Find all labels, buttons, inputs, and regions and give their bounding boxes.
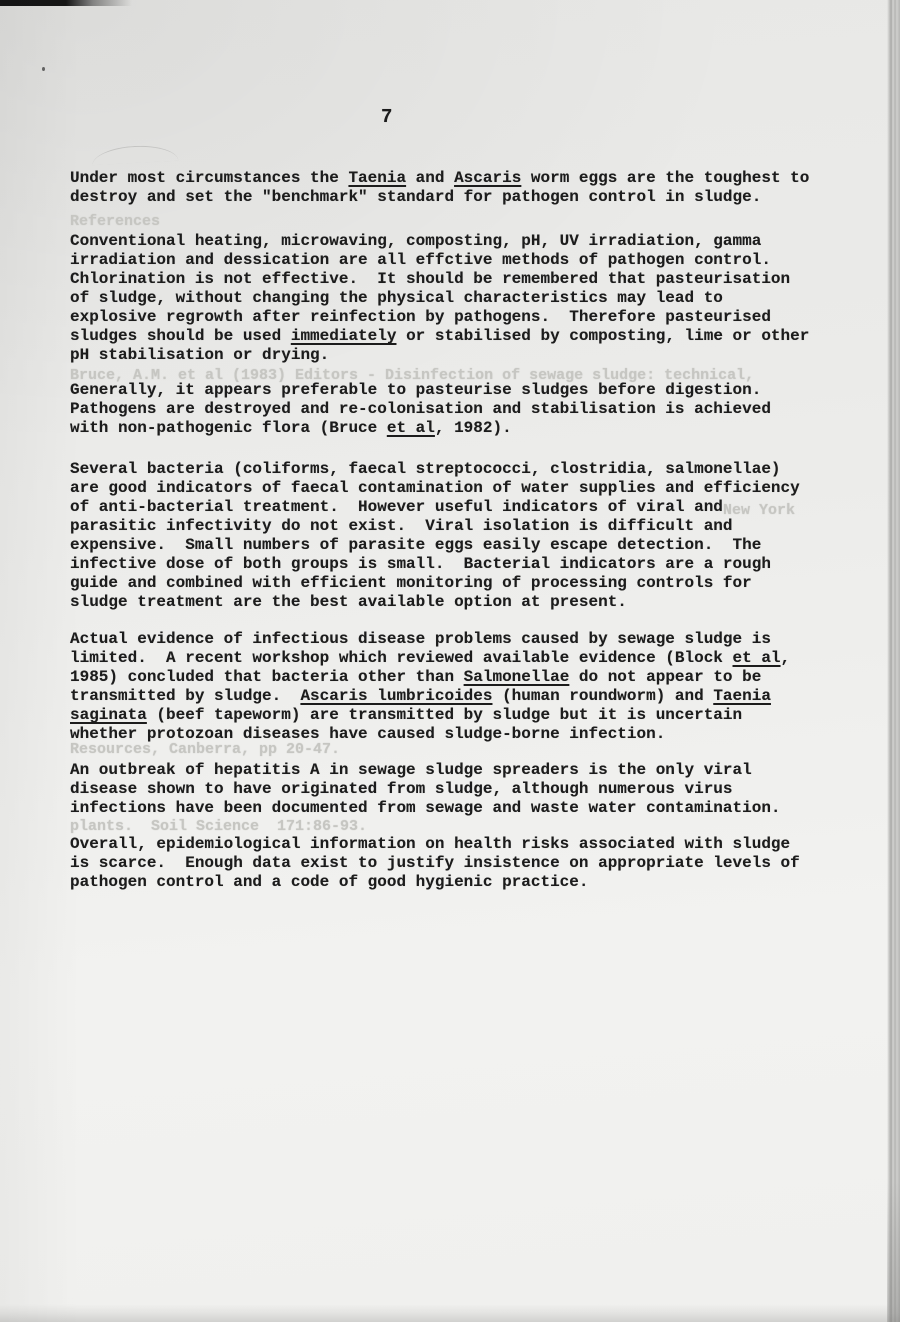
text-line: parasitic infectivity do not exist. Viral isolation is difficult and — [70, 517, 733, 535]
ghost-text-line: Resources, Canberra, pp 20-47. — [70, 741, 341, 758]
text-line: are good indicators of faecal contamination of water supplies and efficiency — [70, 479, 800, 497]
text-line: disease shown to have originated from sludge, although numerous virus — [70, 780, 733, 798]
ghost-text-line: plants. Soil Science 171:86-93. — [70, 818, 368, 835]
text-line: whether protozoan diseases have caused sludge-borne infection. — [70, 725, 666, 743]
text-line: of sludge, without changing the physical characteristics may lead to — [70, 289, 723, 307]
paragraph-7 — [70, 835, 836, 892]
text-line: saginata (beef tapeworm) are transmitted by sludge but it is uncertain — [70, 706, 743, 724]
paragraph-5 — [70, 630, 836, 744]
text-line: Conventional heating, microwaving, composting, pH, UV irradiation, gamma — [70, 232, 762, 250]
paragraph-2 — [70, 232, 836, 365]
text-line: irradiation and dessication are all effctive methods of pathogen control. — [70, 251, 771, 269]
text-line: Overall, epidemiological information on health risks associated with sludge — [70, 835, 791, 853]
text-line: Actual evidence of infectious disease problems caused by sewage sludge is — [70, 630, 771, 648]
text-line: limited. A recent workshop which reviewed available evidence (Block et al, — [70, 649, 791, 667]
text-line: Under most circumstances the Taenia and Ascaris worm eggs are the toughest to — [70, 169, 810, 187]
paragraph-4 — [70, 460, 836, 612]
text-line: infective dose of both groups is small. Bacterial indicators are a rough — [70, 555, 771, 573]
text-line: sludges should be used immediately or stabilised by composting, lime or other — [70, 327, 810, 345]
text-line: transmitted by sludge. Ascaris lumbricoides (human roundworm) and Taenia — [70, 687, 771, 705]
paragraph-6 — [70, 761, 836, 818]
text-line: infections have been documented from sewage and waste water contamination. — [70, 799, 781, 817]
ghost-text-line: Bruce, A.M. et al (1983) Editors - Disinfection of sewage sludge: technical, — [70, 367, 755, 384]
page-number: 7 — [381, 106, 393, 128]
ghost-text-line: New York — [723, 502, 796, 519]
text-line: explosive regrowth after reinfection by pathogens. Therefore pasteurised — [70, 308, 771, 326]
text-line: Pathogens are destroyed and re-colonisation and stabilisation is achieved — [70, 400, 771, 418]
text-line: Generally, it appears preferable to pasteurise sludges before digestion. — [70, 381, 762, 399]
text-line: sludge treatment are the best available option at present. — [70, 593, 627, 611]
ghost-text-line: References — [70, 213, 161, 230]
text-line: An outbreak of hepatitis A in sewage sludge spreaders is the only viral — [70, 761, 752, 779]
paragraph-1 — [70, 169, 836, 207]
text-line: expensive. Small numbers of parasite eggs easily escape detection. The — [70, 536, 762, 554]
text-line: 1985) concluded that bacteria other than Salmonellae do not appear to be — [70, 668, 762, 686]
text-line: is scarce. Enough data exist to justify insistence on appropriate levels of — [70, 854, 800, 872]
text-line: of anti-bacterial treatment. However useful indicators of viral and — [70, 498, 723, 516]
text-line: pathogen control and a code of good hygienic practice. — [70, 873, 589, 891]
text-line: guide and combined with efficient monitoring of processing controls for — [70, 574, 752, 592]
text-line: Chlorination is not effective. It should be remembered that pasteurisation — [70, 270, 791, 288]
text-line: Several bacteria (coliforms, faecal streptococci, clostridia, salmonellae) — [70, 460, 781, 478]
text-line: destroy and set the "benchmark" standard for pathogen control in sludge. — [70, 188, 762, 206]
text-line: with non-pathogenic flora (Bruce et al, 1982). — [70, 419, 512, 437]
paragraph-3 — [70, 381, 836, 438]
text-line: pH stabilisation or drying. — [70, 346, 330, 364]
